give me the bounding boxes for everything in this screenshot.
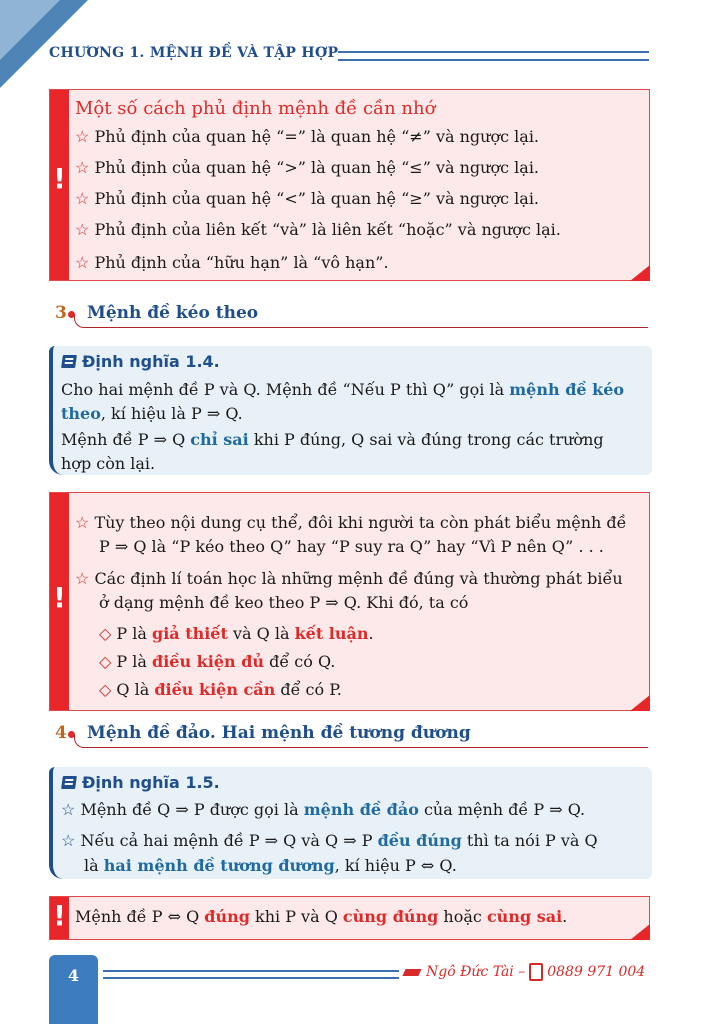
footer-rule: [103, 970, 399, 979]
section-rule: [84, 327, 648, 328]
page-fold-icon: [630, 265, 650, 281]
exclamation-icon: !: [53, 581, 66, 614]
star-icon: ☆: [75, 158, 90, 177]
list-item: ☆ Phủ định của “hữu hạn” là “vô hạn”.: [75, 253, 389, 272]
section-number: 3: [55, 303, 67, 323]
note-title: Một số cách phủ định mệnh đề cần nhớ: [75, 98, 436, 119]
sub-item: ◇ P là điều kiện đủ để có Q.: [99, 652, 336, 671]
book-icon: [61, 776, 77, 789]
note-text: Mệnh đề P ⇔ Q đúng khi P và Q cùng đúng hoặc cùng sai.: [75, 907, 568, 926]
list-item-cont: ở dạng mệnh đề keo theo P ⇒ Q. Khi đó, ta có: [99, 593, 469, 612]
star-icon: ☆: [75, 127, 90, 146]
star-icon: ☆: [61, 831, 76, 850]
definition-title: Định nghĩa 1.4.: [82, 352, 220, 371]
list-item: ☆ Tùy theo nội dung cụ thể, đôi khi người ta còn phát biểu mệnh đề: [75, 513, 627, 532]
definition-title: Định nghĩa 1.5.: [82, 773, 220, 792]
definition-text: theo, kí hiệu là P ⇒ Q.: [61, 404, 243, 423]
footer-author: Ngô Đức Tài – 0889 971 004: [404, 963, 645, 981]
list-item: ☆ Phủ định của quan hệ “>” là quan hệ “≤” và ngược lại.: [75, 158, 540, 177]
section-title: Mệnh đề đảo. Hai mệnh đề tương đương: [87, 723, 471, 743]
page-number: 4: [67, 966, 80, 985]
star-icon: ☆: [75, 253, 90, 272]
sub-item: ◇ P là giả thiết và Q là kết luận.: [99, 624, 374, 643]
exclamation-icon: !: [53, 899, 66, 932]
page-fold-icon: [630, 695, 650, 711]
sub-item: ◇ Q là điều kiện cần để có P.: [99, 680, 342, 699]
list-item: ☆ Các định lí toán học là những mệnh đề đúng và thường phát biểu: [75, 569, 623, 588]
list-item: ☆ Phủ định của quan hệ “=” là quan hệ “≠” và ngược lại.: [75, 127, 540, 146]
definition-text: Mệnh đề P ⇒ Q chỉ sai khi P đúng, Q sai và đúng trong các trường: [61, 430, 604, 449]
definition-item: ☆ Nếu cả hai mệnh đề P ⇒ Q và Q ⇒ P đều đúng thì ta nói P và Q: [61, 831, 598, 850]
section-number: 4: [55, 723, 67, 743]
phone-icon: [529, 963, 543, 981]
star-icon: ☆: [75, 220, 90, 239]
book-icon: [61, 355, 77, 368]
definition-text: Cho hai mệnh đề P và Q. Mệnh đề “Nếu P thì Q” gọi là mệnh đề kéo: [61, 380, 625, 399]
chapter-header: CHƯƠNG 1. MỆNH ĐỀ VÀ TẬP HỢP: [49, 45, 339, 61]
exclamation-icon: !: [53, 162, 66, 195]
section-title: Mệnh đề kéo theo: [87, 303, 259, 323]
star-icon: ☆: [75, 513, 90, 532]
star-icon: ☆: [75, 189, 90, 208]
header-rule: [338, 51, 649, 61]
page-fold-icon: [630, 924, 650, 940]
definition-item-cont: là hai mệnh đề tương đương, kí hiệu P ⇔ Q.: [84, 856, 457, 875]
star-icon: ☆: [61, 800, 76, 819]
list-item-cont: P ⇒ Q là “P kéo theo Q” hay “P suy ra Q” hay “Vì P nên Q” . . .: [99, 537, 604, 556]
diamond-icon: ◇: [99, 652, 112, 671]
diamond-icon: ◇: [99, 624, 112, 643]
list-item: ☆ Phủ định của quan hệ “<” là quan hệ “≥” và ngược lại.: [75, 189, 540, 208]
diamond-icon: ◇: [99, 680, 112, 699]
star-icon: ☆: [75, 569, 90, 588]
list-item: ☆ Phủ định của liên kết “và” là liên kết “hoặc” và ngược lại.: [75, 220, 561, 239]
section-rule: [84, 747, 648, 748]
definition-text: hợp còn lại.: [61, 454, 156, 473]
graduation-cap-icon: [402, 969, 421, 976]
definition-item: ☆ Mệnh đề Q ⇒ P được gọi là mệnh đề đảo của mệnh đề P ⇒ Q.: [61, 800, 586, 819]
